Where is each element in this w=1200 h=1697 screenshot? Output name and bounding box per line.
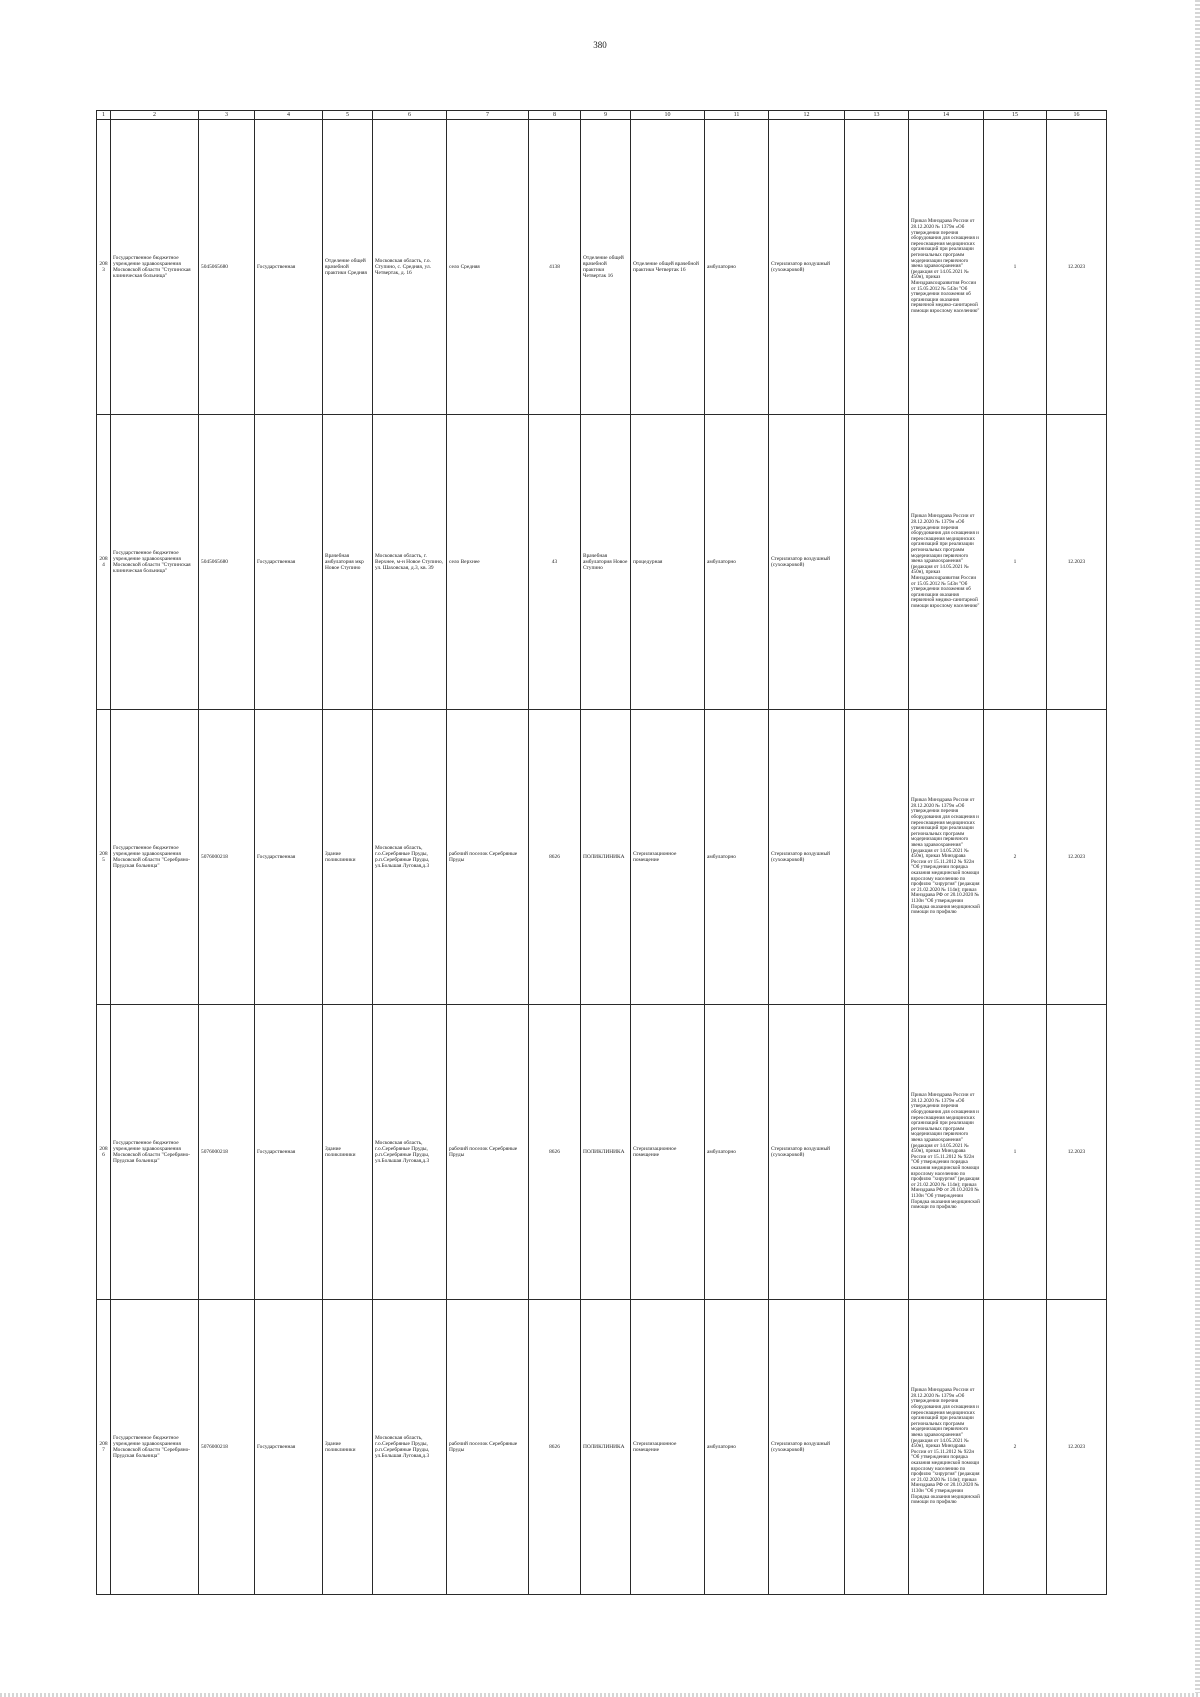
- column-header: 3: [199, 111, 255, 120]
- room: Стерилизационное помещение: [631, 710, 705, 1005]
- page-number: 380: [593, 40, 607, 50]
- locality: рабочий поселок Серебряные Пруды: [447, 1300, 529, 1595]
- structural-unit: Здание поликлиники: [323, 1005, 373, 1300]
- locality: село Средняя: [447, 120, 529, 415]
- subdivision: ПОЛИКЛИНИКА: [581, 1005, 631, 1300]
- organization-inn: 5045065680: [199, 120, 255, 415]
- row-number: 2085: [97, 710, 111, 1005]
- quantity: 1: [984, 120, 1047, 415]
- structural-unit: Здание поликлиники: [323, 1300, 373, 1595]
- care-type: амбулаторно: [705, 710, 769, 1005]
- column-13-cell: [845, 1005, 909, 1300]
- delivery-date: 12.2023: [1047, 1005, 1107, 1300]
- column-13-cell: [845, 1300, 909, 1595]
- organization-inn: 5076000218: [199, 1300, 255, 1595]
- equipment-name: Стерилизатор воздушный (сухожаровой): [769, 1300, 845, 1595]
- equipment-name: Стерилизатор воздушный (сухожаровой): [769, 710, 845, 1005]
- scan-edge-bottom: [0, 1693, 1200, 1697]
- legal-basis: Приказ Минздрава России от 28.12.2020 № 1379н «Об утверждении перечня оборудования для оснащения и переоснащения медицинских организаций при реализации региональных программ модернизации первичного звена здравоохранения"(редакция от 14.05.2021 № 450н), приказ Минздрава России от 15.11.2012 № 922н "Об утверждении порядка оказания медицинской помощи взрослому населению по профилю "хирургия" (редакция от 21.02.2020 № 114н); приказ Минздрава РФ от 20.10.2020 № 1130н "Об утверждении Порядка оказания медицинской помощи по профилю: [909, 1005, 984, 1300]
- subdivision: Врачебная амбулатория Новое Ступино: [581, 415, 631, 710]
- organization-name: Государственное бюджетное учреждение здравоохранения Московской области "Серебряно-Прудская больница": [111, 1300, 199, 1595]
- row-number: 2086: [97, 1005, 111, 1300]
- locality-code: 4138: [529, 120, 581, 415]
- address: Московская область, г.о.Серебряные Пруды, р.п.Серебряные Пруды, ул.Большая Луговая,д.3: [373, 1005, 447, 1300]
- column-header: 1: [97, 111, 111, 120]
- organization-name: Государственное бюджетное учреждение здравоохранения Московской области "Серебряно-Прудская больница": [111, 1005, 199, 1300]
- row-number: 2087: [97, 1300, 111, 1595]
- organization-inn: 5076000218: [199, 710, 255, 1005]
- equipment-registry-table: [96, 110, 1107, 1595]
- care-type: амбулаторно: [705, 120, 769, 415]
- table-row: [97, 1300, 1107, 1595]
- table-row: [97, 120, 1107, 415]
- ownership-form: Государственная: [255, 1300, 323, 1595]
- address: Московская область, г. Верхнее, м-н Новое Ступино, ул. Шаховская, д.3, кв. 39: [373, 415, 447, 710]
- subdivision: ПОЛИКЛИНИКА: [581, 1300, 631, 1595]
- column-header: 7: [447, 111, 529, 120]
- address: Московская область, г.о.Серебряные Пруды, р.п.Серебряные Пруды, ул.Большая Луговая,д.3: [373, 710, 447, 1005]
- column-header: 4: [255, 111, 323, 120]
- column-header: 11: [705, 111, 769, 120]
- subdivision: ПОЛИКЛИНИКА: [581, 710, 631, 1005]
- ownership-form: Государственная: [255, 415, 323, 710]
- quantity: 1: [984, 415, 1047, 710]
- locality: рабочий поселок Серебряные Пруды: [447, 710, 529, 1005]
- delivery-date: 12.2023: [1047, 710, 1107, 1005]
- structural-unit: Здание поликлиники: [323, 710, 373, 1005]
- locality-code: 8626: [529, 1300, 581, 1595]
- column-header: 16: [1047, 111, 1107, 120]
- column-header: 6: [373, 111, 447, 120]
- legal-basis: Приказ Минздрава России от 28.12.2020 № 1379н «Об утверждении перечня оборудования для оснащения и переоснащения медицинских организаций при реализации региональных программ модернизации первичного звена здравоохранения"(редакция от 14.05.2021 № 450н), приказ Минздравсоцразвития России от 15.05.2012 № 543н "Об утверждении положения об организации оказания первичной медико-санитарной помощи взрослому населению": [909, 120, 984, 415]
- quantity: 2: [984, 1300, 1047, 1595]
- organization-name: Государственное бюджетное учреждение здравоохранения Московской области "Ступинская клиническая больница": [111, 120, 199, 415]
- equipment-name: Стерилизатор воздушный (сухожаровой): [769, 415, 845, 710]
- care-type: амбулаторно: [705, 1300, 769, 1595]
- organization-inn: 5045065680: [199, 415, 255, 710]
- organization-name: Государственное бюджетное учреждение здравоохранения Московской области "Ступинская клиническая больница": [111, 415, 199, 710]
- column-header: 2: [111, 111, 199, 120]
- legal-basis: Приказ Минздрава России от 28.12.2020 № 1379н «Об утверждении перечня оборудования для оснащения и переоснащения медицинских организаций при реализации региональных программ модернизации первичного звена здравоохранения"(редакция от 14.05.2021 № 450н), приказ Минздравсоцразвития России от 15.05.2012 № 543н "Об утверждении положения об организации оказания первичной медико-санитарной помощи взрослому населению": [909, 415, 984, 710]
- delivery-date: 12.2023: [1047, 1300, 1107, 1595]
- room: Стерилизационное помещение: [631, 1005, 705, 1300]
- row-number: 2083: [97, 120, 111, 415]
- column-header: 8: [529, 111, 581, 120]
- scan-edge-right: [1195, 0, 1200, 1697]
- column-header: 13: [845, 111, 909, 120]
- delivery-date: 12.2023: [1047, 120, 1107, 415]
- address: Московская область, г.о.Серебряные Пруды, р.п.Серебряные Пруды, ул.Большая Луговая,д.3: [373, 1300, 447, 1595]
- column-header: 12: [769, 111, 845, 120]
- table-row: [97, 710, 1107, 1005]
- room: Отделение общей врачебной практики Четвертак 16: [631, 120, 705, 415]
- organization-name: Государственное бюджетное учреждение здравоохранения Московской области "Серебряно-Прудская больница": [111, 710, 199, 1005]
- quantity: 2: [984, 710, 1047, 1005]
- column-13-cell: [845, 415, 909, 710]
- structural-unit: Врачебная амбулатория мкр Новое Ступино: [323, 415, 373, 710]
- column-number-row: [97, 111, 1107, 120]
- room: Стерилизационное помещение: [631, 1300, 705, 1595]
- structural-unit: Отделение общей врачебной практики Средняя: [323, 120, 373, 415]
- address: Московская область, г.о. Ступино, с. Средняя, ул. Четвертак, д. 16: [373, 120, 447, 415]
- column-header: 9: [581, 111, 631, 120]
- row-number: 2084: [97, 415, 111, 710]
- column-header: 10: [631, 111, 705, 120]
- locality-code: 8626: [529, 1005, 581, 1300]
- equipment-name: Стерилизатор воздушный (сухожаровой): [769, 1005, 845, 1300]
- delivery-date: 12.2023: [1047, 415, 1107, 710]
- column-header: 5: [323, 111, 373, 120]
- table-row: [97, 415, 1107, 710]
- care-type: амбулаторно: [705, 1005, 769, 1300]
- room: процедурная: [631, 415, 705, 710]
- column-13-cell: [845, 120, 909, 415]
- ownership-form: Государственная: [255, 120, 323, 415]
- quantity: 1: [984, 1005, 1047, 1300]
- column-13-cell: [845, 710, 909, 1005]
- care-type: амбулаторно: [705, 415, 769, 710]
- equipment-name: Стерилизатор воздушный (сухожаровой): [769, 120, 845, 415]
- legal-basis: Приказ Минздрава России от 28.12.2020 № 1379н «Об утверждении перечня оборудования для оснащения и переоснащения медицинских организаций при реализации региональных программ модернизации первичного звена здравоохранения"(редакция от 14.05.2021 № 450н), приказ Минздрава России от 15.11.2012 № 922н "Об утверждении порядка оказания медицинской помощи взрослому населению по профилю "хирургия" (редакция от 21.02.2020 № 114н); приказ Минздрава РФ от 20.10.2020 № 1130н "Об утверждении Порядка оказания медицинской помощи по профилю: [909, 710, 984, 1005]
- legal-basis: Приказ Минздрава России от 28.12.2020 № 1379н «Об утверждении перечня оборудования для оснащения и переоснащения медицинских организаций при реализации региональных программ модернизации первичного звена здравоохранения"(редакция от 14.05.2021 № 450н), приказ Минздрава России от 15.11.2012 № 922н "Об утверждении порядка оказания медицинской помощи взрослому населению по профилю "хирургия" (редакция от 21.02.2020 № 114н); приказ Минздрава РФ от 20.10.2020 № 1130н "Об утверждении Порядка оказания медицинской помощи по профилю: [909, 1300, 984, 1595]
- ownership-form: Государственная: [255, 1005, 323, 1300]
- table-row: [97, 1005, 1107, 1300]
- locality: рабочий поселок Серебряные Пруды: [447, 1005, 529, 1300]
- locality-code: 8626: [529, 710, 581, 1005]
- subdivision: Отделение общей врачебной практики Четвертак 16: [581, 120, 631, 415]
- locality: село Верхнее: [447, 415, 529, 710]
- organization-inn: 5076000218: [199, 1005, 255, 1300]
- locality-code: 43: [529, 415, 581, 710]
- column-header: 15: [984, 111, 1047, 120]
- ownership-form: Государственная: [255, 710, 323, 1005]
- column-header: 14: [909, 111, 984, 120]
